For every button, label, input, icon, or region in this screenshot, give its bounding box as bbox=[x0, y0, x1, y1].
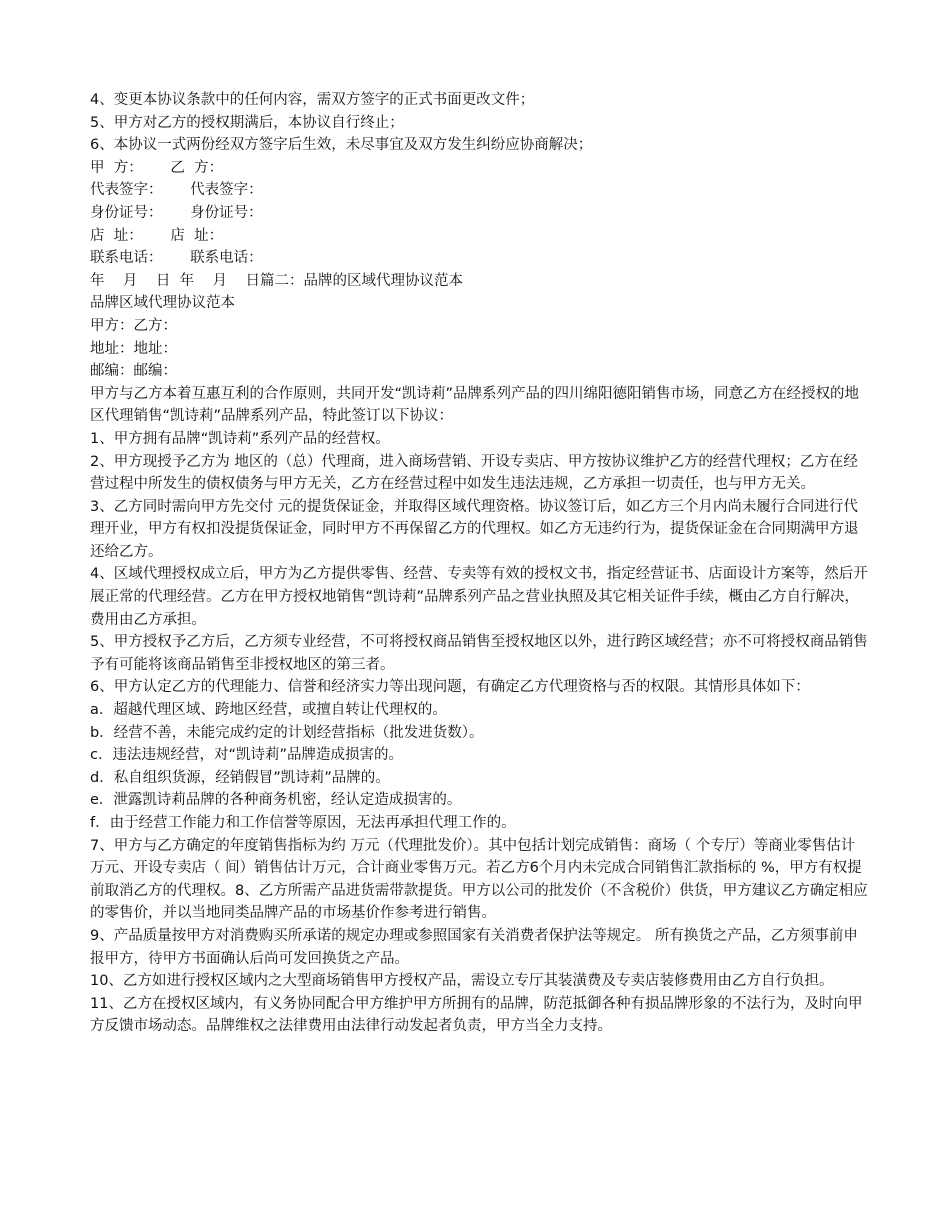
article-5-paragraph: 5、甲方授权予乙方后，乙方须专业经营，不可将授权商品销售至授权地区以外，进行跨区域经营；亦不可将授权商品销售予有可能将该商品销售至非授权地区的第三者。 bbox=[90, 634, 868, 673]
article-9-paragraph: 9、产品质量按甲方对消费购买所承诺的规定办理或参照国家有关消费者保护法等规定。 所有换货之产品，乙方须事前申报甲方，待甲方书面确认后尚可发回换货之产品。 bbox=[90, 927, 858, 967]
preamble-paragraph: 甲方与乙方本着互惠互利的合作原则，共同开发“凯诗莉”品牌系列产品的四川绵阳德阳销售市场，同意乙方在经授权的地区代理销售“凯诗莉”品牌系列产品，特此签订以下协议： bbox=[90, 385, 860, 425]
address-line: 地址：地址： bbox=[90, 340, 177, 357]
article-7-8-paragraph: 7、甲方与乙方确定的年度销售指标为约 万元（代理批发价）。其中包括计划完成销售：商场（ 个专厅）等商业零售估计万元、开设专卖店（ 间）销售估计万元，合计商业零售万元。若乙方6个月内未完成合同销售汇款指标的 %，甲方有权提前取消乙方的代理权。8、乙方所需产品进货需带款提货。甲方以公司的批发价（不含税价）供货，甲方建议乙方确定相应的零售价，并以当地同类品牌产品的市场基价作参考进行销售。 bbox=[90, 837, 868, 922]
article-6-item-d: d．私自组织货源，经销假冒”凯诗莉”品牌的。 bbox=[90, 769, 390, 786]
article-6-item-c: c．违法违规经营，对“凯诗莉”品牌造成损害的。 bbox=[90, 747, 403, 764]
article-11-paragraph: 11、乙方在授权区域内，有义务协同配合甲方维护甲方所拥有的品牌，防范抵御各种有损品牌形象的不法行为，及时向甲方反馈市场动态。品牌维权之法律费用由法律行动发起者负责，甲方当全力支持。 bbox=[90, 995, 863, 1035]
document-page bbox=[90, 89, 868, 1038]
signature-label-line: 代表签字： 代表签字： bbox=[90, 182, 263, 199]
article-6-item-f: f．由于经营工作能力和工作信誉等原因，无法再承担代理工作的。 bbox=[90, 815, 516, 831]
article-10-paragraph: 10、乙方如进行授权区域内之大型商场销售甲方授权产品，需设立专厅其装潢费及专卖店装修费用由乙方自行负担。 bbox=[90, 973, 834, 990]
article-6-paragraph: 6、甲方认定乙方的代理能力、信誉和经济实力等出现问题，有确定乙方代理资格与否的权限。其情形具体如下： bbox=[90, 679, 810, 696]
date-and-part-two-heading: 年 月 日 年 月 日篇二：品牌的区域代理协议范本 bbox=[90, 272, 463, 289]
store-address-label-line: 店 址： 店 址： bbox=[90, 227, 224, 244]
clause-4-text: 4、变更本协议条款中的任何内容，需双方签字的正式书面更改文件； bbox=[90, 92, 535, 108]
article-4-paragraph: 4、区域代理授权成立后，甲方为乙方提供零售、经营、专卖等有效的授权文书，指定经营证书、店面设计方案等，然后开展正常的代理经营。乙方在甲方授权地销售“凯诗莉”品牌系列产品之营业执照及其它相关证件手续，概由乙方自行解决，费用由乙方承担。 bbox=[90, 566, 868, 628]
article-3-paragraph: 3、乙方同时需向甲方先交付 元的提货保证金，并取得区域代理资格。协议签订后，如乙方三个月内尚未履行合同进行代理开业，甲方有权扣没提货保证金，同时甲方不再保留乙方的代理权。如乙方无违约行为，提货保证金在合同期满甲方退还给乙方。 bbox=[90, 498, 859, 560]
party-label-line: 甲 方： 乙 方： bbox=[90, 159, 224, 176]
parties-line: 甲方：乙方： bbox=[90, 317, 177, 334]
article-6-item-b: b．经营不善，未能完成约定的计划经营指标（批发进货数）。 bbox=[90, 724, 484, 741]
postcode-line: 邮编：邮编： bbox=[90, 363, 177, 380]
clause-6-text: 6、本协议一式两份经双方签字后生效，未尽事宜及双方发生纠纷应协商解决； bbox=[90, 137, 593, 154]
article-2-paragraph: 2、甲方现授予乙方为 地区的（总）代理商，进入商场营销、开设专卖店、甲方按协议维护乙方的经营代理权；乙方在经营过程中所发生的债权债务与甲方无关，乙方在经营过程中如发生违法违规，乙方承担一切责任，也与甲方无关。 bbox=[90, 453, 858, 493]
agreement-title: 品牌区域代理协议范本 bbox=[90, 295, 235, 312]
article-6-item-e: e．泄露凯诗莉品牌的各种商务机密，经认定造成损害的。 bbox=[90, 792, 462, 809]
id-number-label-line: 身份证号： 身份证号： bbox=[90, 204, 263, 221]
clause-5-text: 5、甲方对乙方的授权期满后，本协议自行终止； bbox=[90, 114, 404, 131]
article-6-item-a: a．超越代理区域、跨地区经营，或擅自转让代理权的。 bbox=[90, 702, 447, 719]
article-1-paragraph: 1、甲方拥有品牌“凯诗莉”系列产品的经营权。 bbox=[90, 430, 390, 447]
phone-label-line: 联系电话： 联系电话： bbox=[90, 250, 263, 267]
